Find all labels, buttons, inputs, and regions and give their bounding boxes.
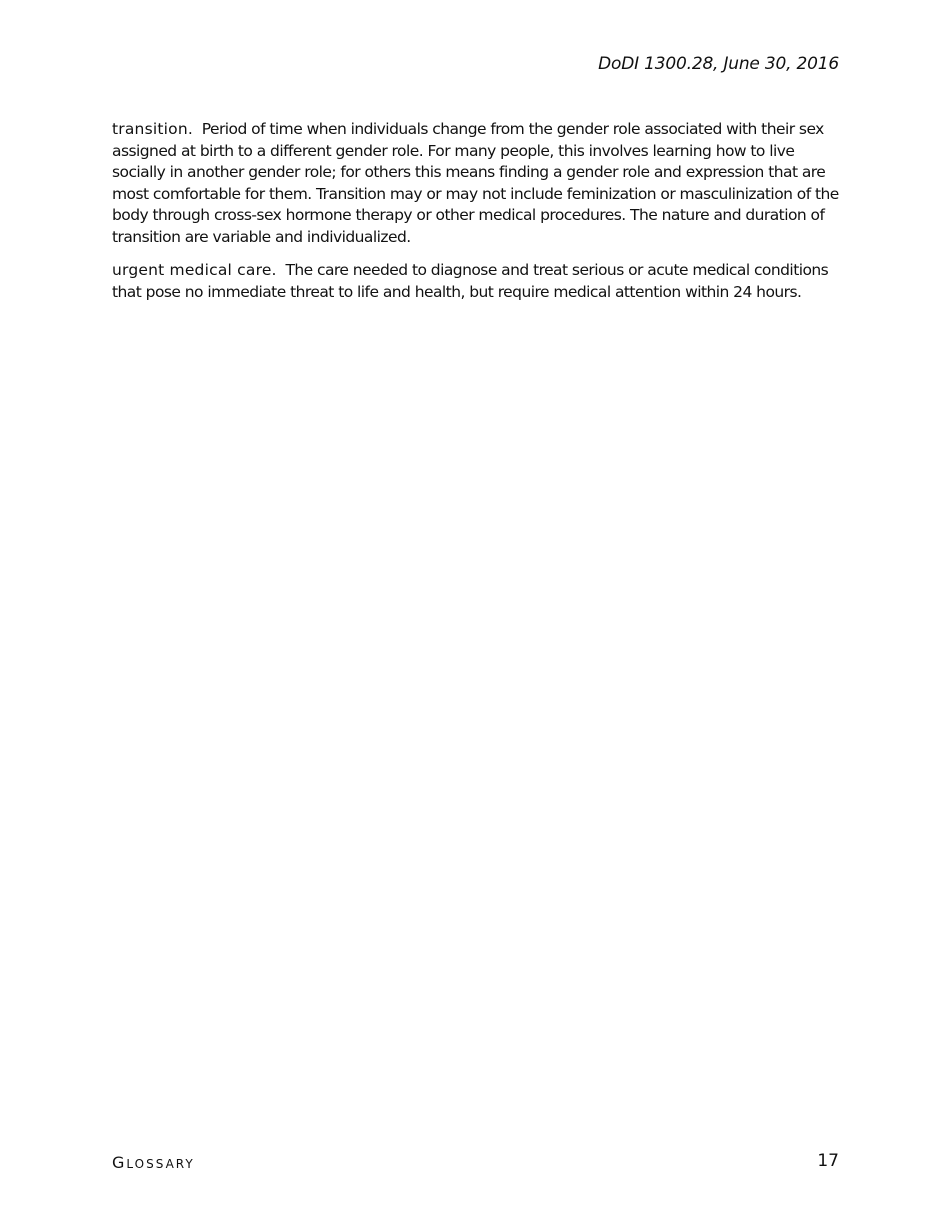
glossary-term: urgent medical care. xyxy=(112,261,277,279)
glossary-content xyxy=(112,119,840,315)
page-number: 17 xyxy=(817,1151,839,1171)
document-reference: DoDI 1300.28, June 30, 2016 xyxy=(598,54,839,74)
glossary-entry-transition xyxy=(112,119,840,248)
footer-section-title xyxy=(112,1153,195,1172)
glossary-definition: The care needed to diagnose and treat serious or acute medical conditions that pose no immediate threat to life and health, but require medical attention within 24 hours. xyxy=(112,261,829,301)
footer-section-rest: LOSSARY xyxy=(126,1157,195,1171)
glossary-term: transition. xyxy=(112,120,193,138)
glossary-definition: Period of time when individuals change from the gender role associated with their sex assigned at birth to a different gender role. For many people, this involves learning how to live socially in another gender role; for others this means finding a gender role and expression that are most comfortable for them. Transition may or may not include feminization or masculinization of the body through cross-sex hormone therapy or other medical procedures. The nature and duration of transition are variable and individualized. xyxy=(112,120,839,246)
glossary-entry-urgent-medical-care xyxy=(112,260,840,303)
footer-section-initial: G xyxy=(112,1153,127,1172)
